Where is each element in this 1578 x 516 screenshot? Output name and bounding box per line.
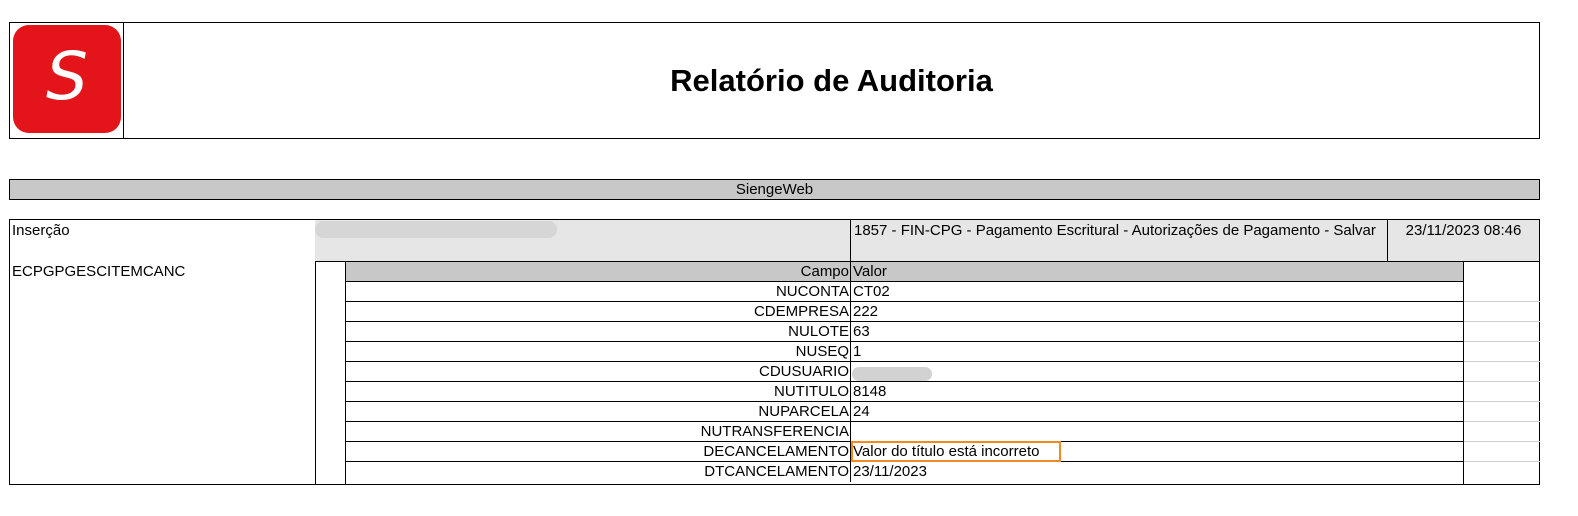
- field-value: 1: [853, 343, 862, 360]
- table-row: [346, 402, 1463, 422]
- table-row: [346, 382, 1463, 402]
- divider: [1464, 441, 1540, 442]
- divider: [1464, 401, 1540, 402]
- divider: [1464, 381, 1540, 382]
- audit-datetime: 23/11/2023 08:46: [1387, 220, 1539, 262]
- field-name: CDEMPRESA: [346, 302, 851, 321]
- sienge-logo: [13, 25, 121, 133]
- table-row: [346, 302, 1463, 322]
- audit-record: [9, 219, 1540, 485]
- column-header-value: Valor: [853, 263, 887, 280]
- field-value: CT02: [853, 283, 890, 300]
- divider: [1464, 321, 1540, 322]
- user-cell: [315, 220, 851, 262]
- divider: [1464, 301, 1540, 302]
- report-title: Relatório de Auditoria: [670, 62, 993, 98]
- field-name: NULOTE: [346, 322, 851, 341]
- field-value: 222: [853, 303, 879, 320]
- field-name: NUTRANSFERENCIA: [346, 422, 851, 441]
- field-name: NUCONTA: [346, 282, 851, 301]
- table-row: [346, 282, 1463, 302]
- field-name: NUSEQ: [346, 342, 851, 361]
- report-header: [9, 22, 1540, 139]
- divider: [315, 261, 316, 484]
- field-name: NUTITULO: [346, 382, 851, 401]
- field-name: NUPARCELA: [346, 402, 851, 421]
- field-value: 8148: [853, 383, 887, 400]
- table-row: [346, 442, 1463, 462]
- system-name-bar: SiengeWeb: [9, 179, 1540, 200]
- field-name: DTCANCELAMENTO: [346, 462, 851, 482]
- fields-table: [345, 261, 1464, 485]
- highlight-box: [851, 441, 1061, 462]
- table-row: [346, 342, 1463, 362]
- fields-table-header: [346, 262, 1463, 282]
- operation-label: Inserção: [12, 222, 70, 239]
- table-row: [346, 462, 1463, 482]
- field-value: [852, 422, 1463, 441]
- table-name: ECPGPGESCITEMCANC: [12, 263, 186, 280]
- divider: [1464, 361, 1540, 362]
- field-value: 23/11/2023: [853, 463, 927, 480]
- field-value: Valor do título está incorreto: [853, 443, 1040, 460]
- field-value: 63: [853, 323, 870, 340]
- field-name: CDUSUARIO: [346, 362, 851, 381]
- divider: [1464, 341, 1540, 342]
- field-value: 24: [853, 403, 870, 420]
- divider: [1464, 461, 1540, 462]
- table-row: [346, 362, 1463, 382]
- field-value: [852, 362, 1463, 381]
- table-row: [346, 322, 1463, 342]
- field-name: DECANCELAMENTO: [346, 442, 851, 461]
- logo-letter: S: [46, 38, 88, 115]
- table-row: [346, 422, 1463, 442]
- operation-description: 1857 - FIN-CPG - Pagamento Escritural - Autorizações de Pagamento - Salvar: [850, 220, 1387, 262]
- column-header-field: Campo: [346, 262, 851, 281]
- divider: [1464, 421, 1540, 422]
- redacted-user: [315, 221, 557, 238]
- logo-cell: [10, 23, 124, 138]
